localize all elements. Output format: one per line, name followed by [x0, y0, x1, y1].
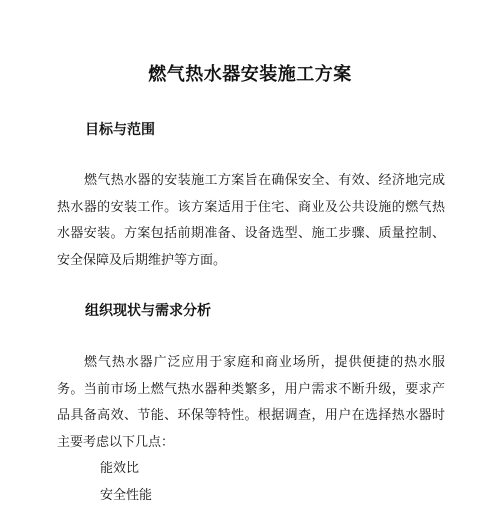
section-paragraph-status-needs: 燃气热水器广泛应用于家庭和商业场所，提供便捷的热水服务。当前市场上燃气热水器种类繁多，用户需求不断升级，要求产品具备高效、节能、环保等特性。根据调查，用户在选择热水器时主要考虑以下几点： [57, 355, 445, 450]
consideration-list [100, 455, 152, 509]
section-heading-goals-scope: 目标与范围 [85, 122, 155, 138]
list-item: 安全性能 [100, 488, 153, 503]
section-heading-status-needs: 组织现状与需求分析 [85, 303, 211, 319]
document-title: 燃气热水器安装施工方案 [148, 64, 352, 85]
section-paragraph-goals-scope: 燃气热水器的安装施工方案旨在确保安全、有效、经济地完成热水器的安装工作。该方案适用于住宅、商业及公共设施的燃气热水器安装。方案包括前期准备、设备选型、施工步骤、质量控制、安全保障及后期维护等方面。 [57, 173, 445, 268]
list-item: 能效比 [100, 461, 140, 476]
